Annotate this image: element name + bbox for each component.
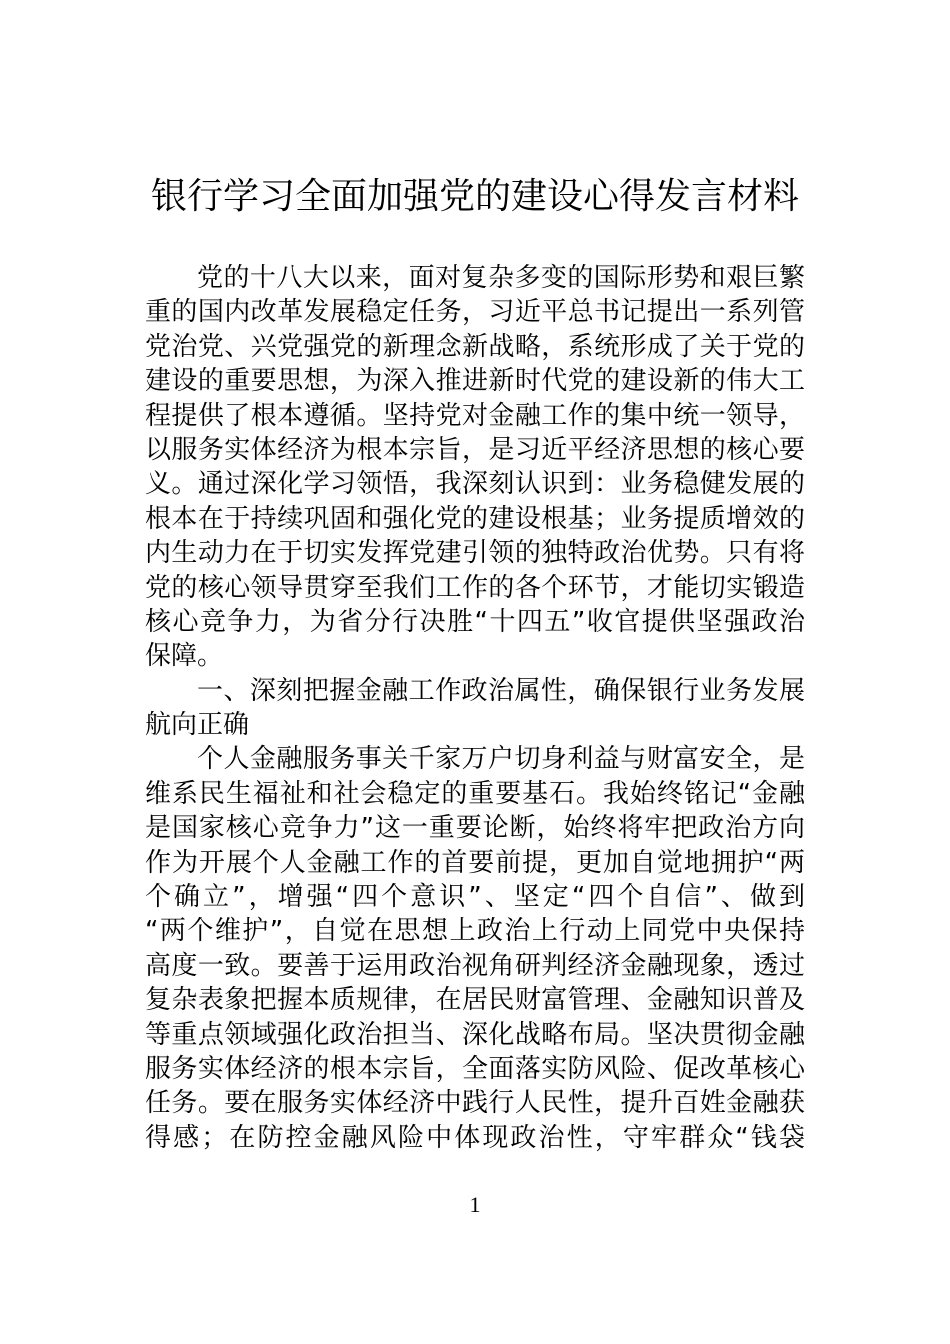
section-heading-line: 航向正确 (145, 710, 250, 741)
section-heading-line: 一、深刻把握金融工作政治属性，确保银行业务发展 (197, 675, 805, 706)
paragraph-line: 得感；在防控金融风险中体现政治性，守牢群众“钱袋 (145, 1122, 805, 1153)
paragraph-line: 程提供了根本遵循。坚持党对金融工作的集中统一领导， (145, 400, 805, 431)
paragraph-line: 等重点领域强化政治担当、深化战略布局。坚决贯彻金融 (145, 1019, 805, 1050)
paragraph-line: 核心竞争力，为省分行决胜“十四五”收官提供坚强政治 (145, 606, 805, 637)
paragraph-line: 党治党、兴党强党的新理念新战略，系统形成了关于党的 (145, 331, 805, 362)
paragraph-line: 个确立”，增强“四个意识”、坚定“四个自信”、做到 (145, 882, 805, 913)
paragraph-line: 任务。要在服务实体经济中践行人民性，提升百姓金融获 (145, 1088, 805, 1119)
paragraph-line: 服务实体经济的根本宗旨，全面落实防风险、促改革核心 (145, 1053, 805, 1084)
paragraph-line: 维系民生福祉和社会稳定的重要基石。我始终铭记“金融 (145, 778, 805, 809)
paragraph-line: “两个维护”，自觉在思想上政治上行动上同党中央保持 (145, 916, 805, 947)
paragraph-line: 义。通过深化学习领悟，我深刻认识到：业务稳健发展的 (145, 469, 805, 500)
paragraph-line: 以服务实体经济为根本宗旨，是习近平经济思想的核心要 (145, 434, 805, 465)
paragraph-line: 作为开展个人金融工作的首要前提，更加自觉地拥护“两 (145, 847, 805, 878)
paragraph-line: 重的国内改革发展稳定任务，习近平总书记提出一系列管 (145, 297, 805, 328)
paragraph-line: 个人金融服务事关千家万户切身利益与财富安全，是 (197, 744, 805, 775)
paragraph-line: 党的十八大以来，面对复杂多变的国际形势和艰巨繁 (197, 263, 805, 293)
paragraph-line: 建设的重要思想，为深入推进新时代党的建设新的伟大工 (145, 366, 805, 397)
paragraph-line: 是国家核心竞争力”这一重要论断，始终将牢把政治方向 (145, 813, 805, 844)
paragraph-line: 高度一致。要善于运用政治视角研判经济金融现象，透过 (145, 950, 805, 981)
document-body (145, 261, 805, 1155)
paragraph-line: 保障。 (145, 641, 224, 672)
page-number: 1 (469, 1192, 481, 1217)
paragraph-line: 内生动力在于切实发挥党建引领的独特政治优势。只有将 (145, 538, 805, 569)
paragraph-line: 复杂表象把握本质规律，在居民财富管理、金融知识普及 (145, 985, 805, 1016)
paragraph-line: 党的核心领导贯穿至我们工作的各个环节，才能切实锻造 (145, 572, 805, 603)
document-title: 银行学习全面加强党的建设心得发言材料 (150, 176, 799, 217)
paragraph-line: 根本在于持续巩固和强化党的建设根基；业务提质增效的 (145, 503, 805, 534)
